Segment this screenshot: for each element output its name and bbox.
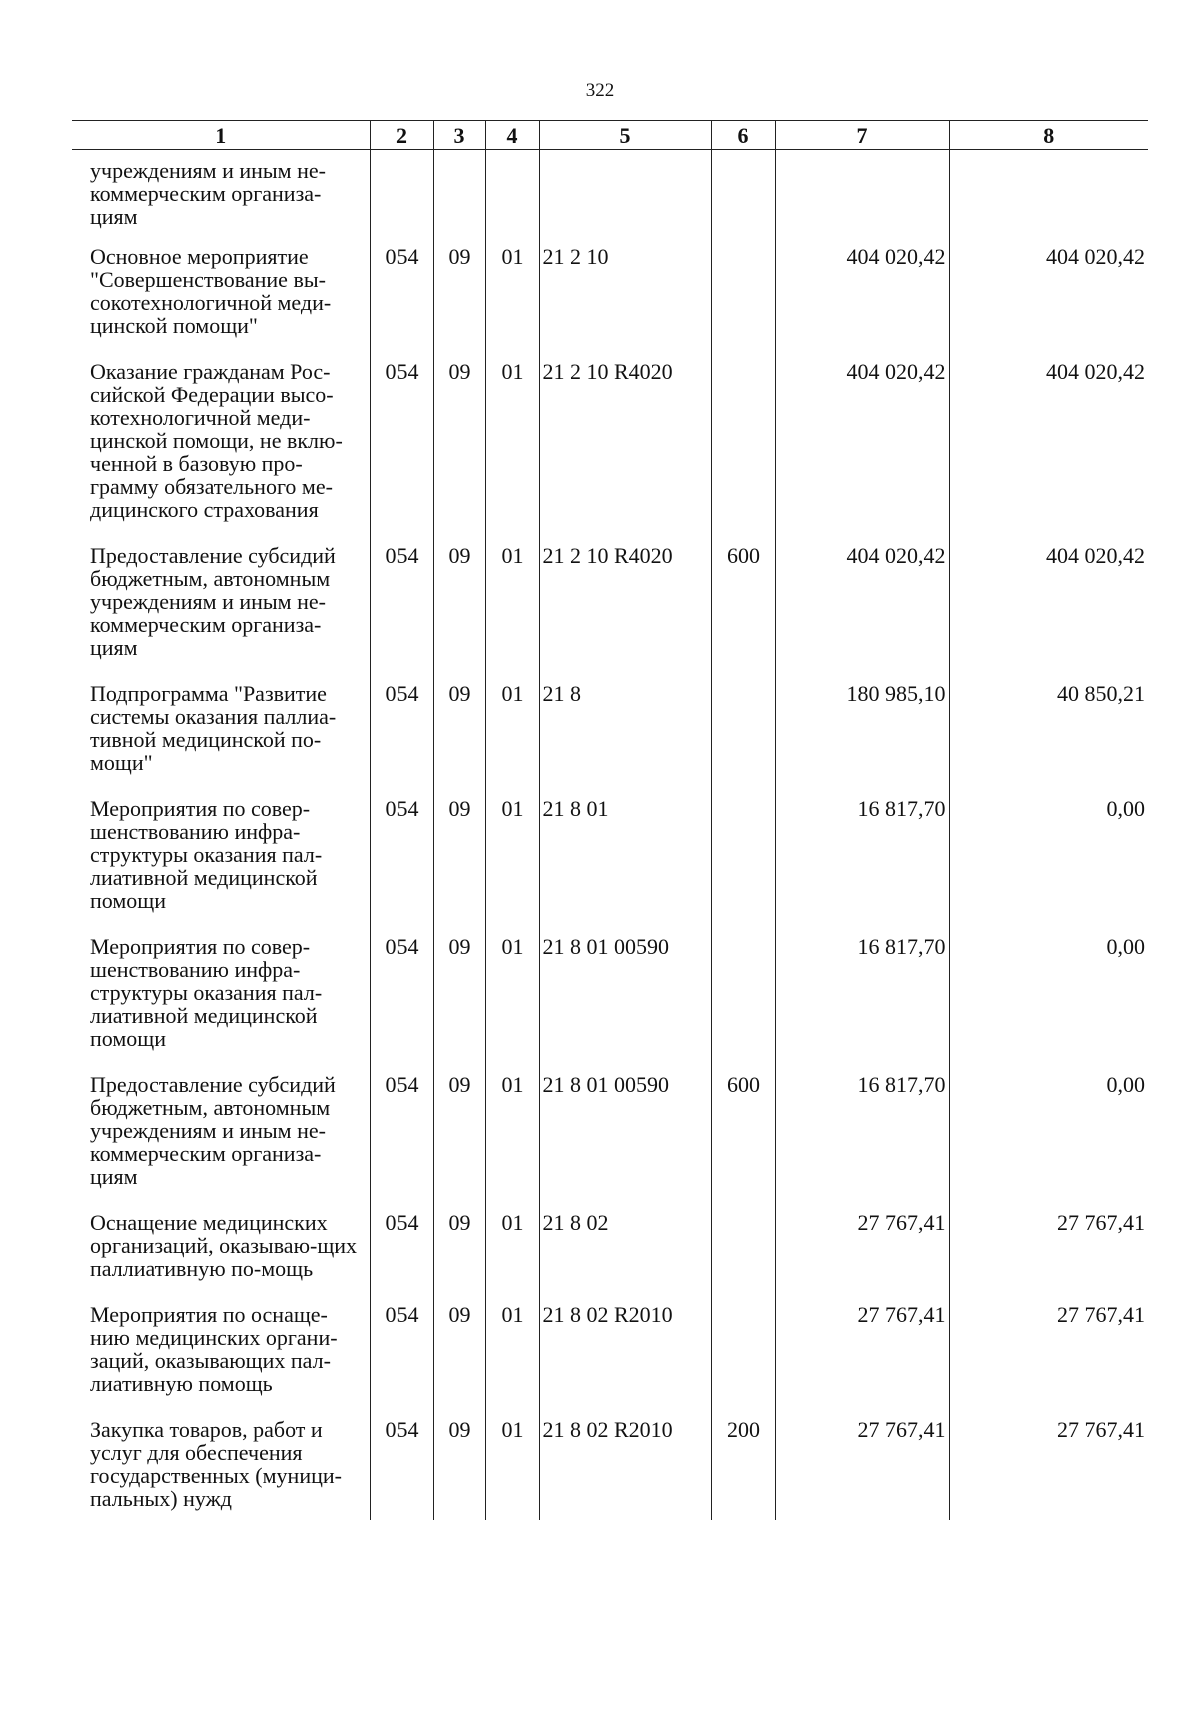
grbs-code-cell: 054: [370, 245, 433, 360]
grbs-code-cell: 054: [370, 1418, 433, 1520]
amount-2-cell: 27 767,41: [949, 1303, 1148, 1418]
target-article-cell: 21 8 02 R2010: [539, 1303, 711, 1418]
item-name-cell: Мероприятия по совер-шенствованию инфра-структуры оказания пал-лиативной медицинской помощи: [90, 934, 323, 1051]
section-code-cell: 09: [433, 1073, 485, 1211]
table-row: [72, 1073, 1148, 1211]
amount-2-cell: 0,00: [949, 935, 1148, 1073]
amount-2-cell: 40 850,21: [949, 682, 1148, 797]
table-row: [72, 682, 1148, 797]
subsection-code-cell: 01: [485, 245, 539, 360]
table-row: [72, 360, 1148, 544]
amount-1-cell: 404 020,42: [775, 245, 949, 360]
column-header: 2: [370, 121, 433, 150]
subsection-code-cell: 01: [485, 682, 539, 797]
section-code-cell: [433, 150, 485, 246]
column-header: 3: [433, 121, 485, 150]
amount-1-cell: 27 767,41: [775, 1418, 949, 1520]
target-article-cell: 21 2 10: [539, 245, 711, 360]
grbs-code-cell: 054: [370, 682, 433, 797]
table-row: [72, 245, 1148, 360]
item-name-cell: Мероприятия по совер-шенствованию инфра-структуры оказания пал-лиативной медицинской помощи: [90, 796, 323, 913]
expense-type-cell: [711, 150, 775, 246]
amount-1-cell: 16 817,70: [775, 935, 949, 1073]
section-code-cell: 09: [433, 935, 485, 1073]
subsection-code-cell: [485, 150, 539, 246]
target-article-cell: 21 8 01 00590: [539, 1073, 711, 1211]
grbs-code-cell: 054: [370, 935, 433, 1073]
amount-1-cell: [775, 150, 949, 246]
item-name-cell: Подпрограмма "Развитие системы оказания паллиа-тивной медицинской по-мощи": [90, 681, 337, 775]
section-code-cell: 09: [433, 1211, 485, 1303]
amount-2-cell: 0,00: [949, 797, 1148, 935]
item-name-cell: Основное мероприятие "Совершенствование вы-сокотехнологичной меди-цинской помощи": [90, 244, 332, 338]
table-row: [72, 150, 1148, 246]
amount-1-cell: 180 985,10: [775, 682, 949, 797]
amount-2-cell: 0,00: [949, 1073, 1148, 1211]
section-code-cell: 09: [433, 245, 485, 360]
target-article-cell: [539, 150, 711, 246]
expense-type-cell: 200: [711, 1418, 775, 1520]
grbs-code-cell: 054: [370, 797, 433, 935]
table-header-row: [72, 121, 1148, 150]
expense-type-cell: [711, 682, 775, 797]
table-row: [72, 1418, 1148, 1520]
item-name-cell: учреждениям и иным не- коммерческим организа- циям: [90, 158, 326, 229]
section-code-cell: 09: [433, 797, 485, 935]
target-article-cell: 21 8: [539, 682, 711, 797]
grbs-code-cell: 054: [370, 1211, 433, 1303]
item-name-cell: Закупка товаров, работ и услуг для обеспечения государственных (муници-пальных) нужд: [90, 1417, 342, 1511]
amount-1-cell: 404 020,42: [775, 360, 949, 544]
amount-2-cell: [949, 150, 1148, 246]
target-article-cell: 21 2 10 R4020: [539, 360, 711, 544]
item-name-cell: Оказание гражданам Рос-сийской Федерации высо-котехнологичной меди-цинской помощи, не вклю-ченной в базовую про-грамму обязательного ме-дицинского страхования: [90, 359, 343, 522]
column-header: 6: [711, 121, 775, 150]
budget-table: [72, 120, 1148, 1520]
column-header: 4: [485, 121, 539, 150]
amount-2-cell: 404 020,42: [949, 544, 1148, 682]
subsection-code-cell: 01: [485, 1073, 539, 1211]
item-name-cell: Мероприятия по оснаще-нию медицинских органи-заций, оказывающих пал-лиативную помощь: [90, 1302, 338, 1396]
column-header: 8: [949, 121, 1148, 150]
grbs-code-cell: 054: [370, 544, 433, 682]
target-article-cell: 21 8 02: [539, 1211, 711, 1303]
grbs-code-cell: 054: [370, 1303, 433, 1418]
subsection-code-cell: 01: [485, 1303, 539, 1418]
subsection-code-cell: 01: [485, 1211, 539, 1303]
expense-type-cell: [711, 797, 775, 935]
amount-2-cell: 27 767,41: [949, 1211, 1148, 1303]
expense-type-cell: [711, 935, 775, 1073]
subsection-code-cell: 01: [485, 1418, 539, 1520]
column-header: 7: [775, 121, 949, 150]
amount-2-cell: 404 020,42: [949, 245, 1148, 360]
table-row: [72, 935, 1148, 1073]
grbs-code-cell: [370, 150, 433, 246]
table-row: [72, 1303, 1148, 1418]
amount-2-cell: 404 020,42: [949, 360, 1148, 544]
item-name-cell: Оснащение медицинских организаций, оказываю-щих паллиативную по-мощь: [90, 1210, 358, 1281]
item-name-cell: Предоставление субсидий бюджетным, автономным учреждениям и иным не-коммерческим организа-циям: [90, 543, 336, 660]
target-article-cell: 21 8 01: [539, 797, 711, 935]
amount-1-cell: 27 767,41: [775, 1303, 949, 1418]
column-header: 5: [539, 121, 711, 150]
target-article-cell: 21 8 01 00590: [539, 935, 711, 1073]
amount-1-cell: 27 767,41: [775, 1211, 949, 1303]
amount-1-cell: 16 817,70: [775, 1073, 949, 1211]
amount-1-cell: 16 817,70: [775, 797, 949, 935]
table-row: [72, 544, 1148, 682]
table-body: [72, 150, 1148, 1521]
subsection-code-cell: 01: [485, 544, 539, 682]
grbs-code-cell: 054: [370, 360, 433, 544]
target-article-cell: 21 8 02 R2010: [539, 1418, 711, 1520]
section-code-cell: 09: [433, 682, 485, 797]
item-name-cell: Предоставление субсидий бюджетным, автономным учреждениям и иным не-коммерческим организа-циям: [90, 1072, 336, 1189]
subsection-code-cell: 01: [485, 797, 539, 935]
table-row: [72, 1211, 1148, 1303]
target-article-cell: 21 2 10 R4020: [539, 544, 711, 682]
page-number: 322: [585, 80, 615, 101]
expense-type-cell: 600: [711, 1073, 775, 1211]
section-code-cell: 09: [433, 544, 485, 682]
amount-2-cell: 27 767,41: [949, 1418, 1148, 1520]
expense-type-cell: [711, 360, 775, 544]
expense-type-cell: [711, 1211, 775, 1303]
section-code-cell: 09: [433, 1303, 485, 1418]
expense-type-cell: [711, 1303, 775, 1418]
subsection-code-cell: 01: [485, 360, 539, 544]
amount-1-cell: 404 020,42: [775, 544, 949, 682]
section-code-cell: 09: [433, 360, 485, 544]
table-row: [72, 797, 1148, 935]
column-header: 1: [72, 121, 370, 150]
subsection-code-cell: 01: [485, 935, 539, 1073]
grbs-code-cell: 054: [370, 1073, 433, 1211]
expense-type-cell: 600: [711, 544, 775, 682]
expense-type-cell: [711, 245, 775, 360]
section-code-cell: 09: [433, 1418, 485, 1520]
